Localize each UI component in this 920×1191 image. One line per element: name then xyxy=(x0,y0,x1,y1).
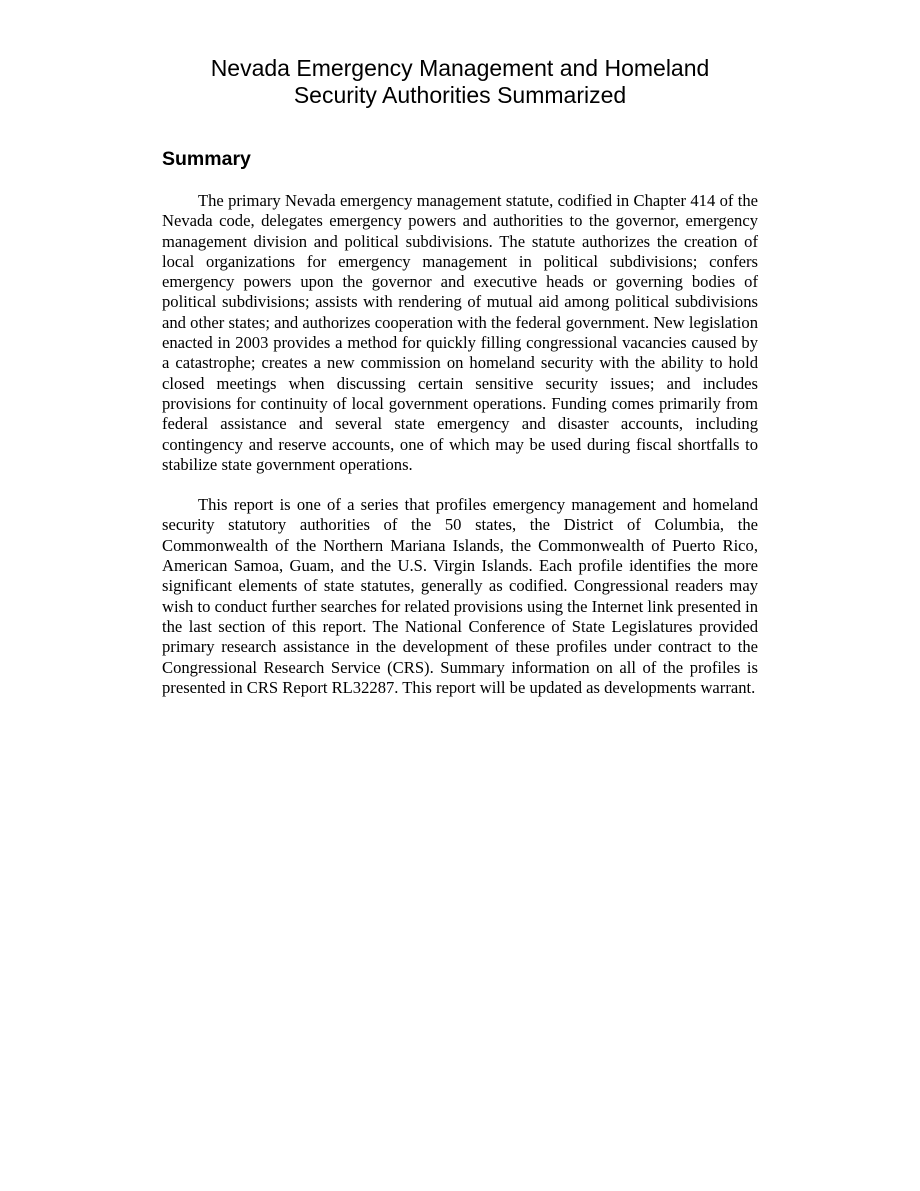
document-title-line-1: Nevada Emergency Management and Homeland xyxy=(210,55,710,81)
summary-heading: Summary xyxy=(162,148,251,170)
summary-paragraph-2: This report is one of a series that profiles emergency management and homeland security statutory authorities of the 50 states, the District of Columbia, the Commonwealth of the Northern Mariana Islands, the Commonwealth of Puerto Rico, American Samoa, Guam, and the U.S. Virgin Islands. Each profile identifies the more significant elements of state statutes, generally as codified. Congressional readers may wish to conduct further searches for related provisions using the Internet link presented in the last section of this report. The National Conference of State Legislatures provided primary research assistance in the development of these profiles under contract to the Congressional Research Service (CRS). Summary information on all of the profiles is presented in CRS Report RL32287. This report will be updated as developments warrant. xyxy=(162,495,758,697)
document-title-line-2: Security Authorities Summarized xyxy=(293,82,627,108)
document-page xyxy=(162,0,758,698)
document-title xyxy=(162,55,758,109)
summary-paragraph-1: The primary Nevada emergency management statute, codified in Chapter 414 of the Nevada code, delegates emergency powers and authorities to the governor, emergency management division and political subdivisions. The statute authorizes the creation of local organizations for emergency management in political subdivisions; confers emergency powers upon the governor and executive heads or governing bodies of political subdivisions; assists with rendering of mutual aid among political subdivisions and other states; and authorizes cooperation with the federal government. New legislation enacted in 2003 provides a method for quickly filling congressional vacancies caused by a catastrophe; creates a new commission on homeland security with the ability to hold closed meetings when discussing certain sensitive security issues; and includes provisions for continuity of local government operations. Funding comes primarily from federal assistance and several state emergency and disaster accounts, including contingency and reserve accounts, one of which may be used during fiscal shortfalls to stabilize state government operations. xyxy=(162,191,758,474)
